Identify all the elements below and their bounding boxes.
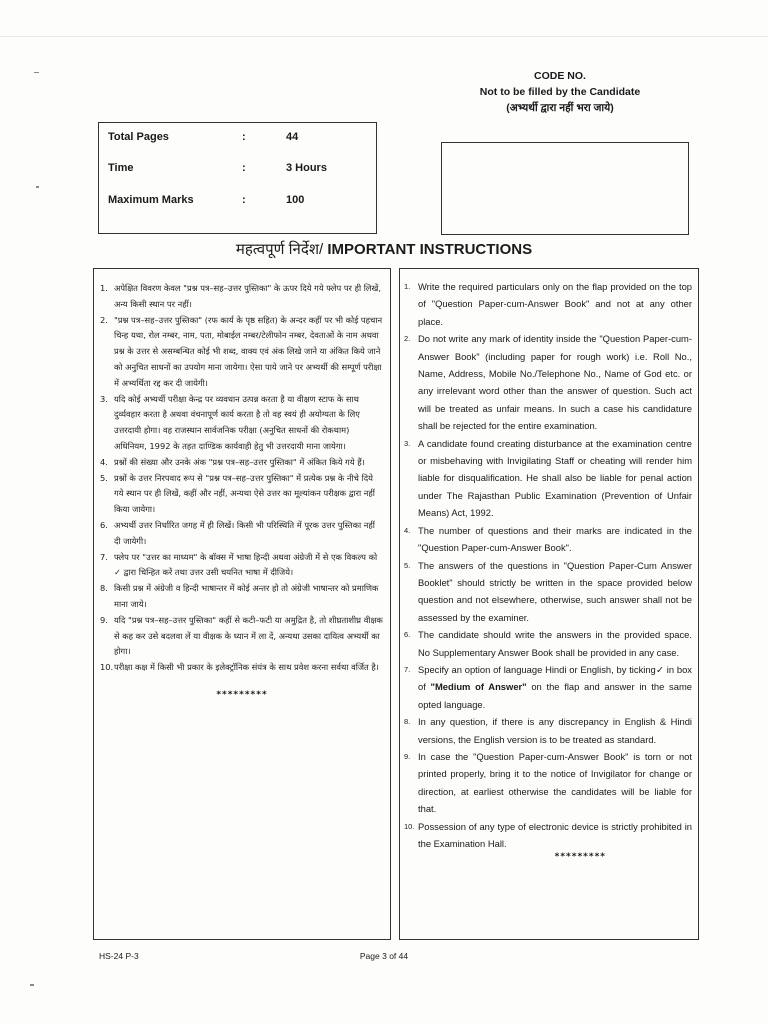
instruction-text: यदि कोई अभ्यर्थी परीक्षा केन्द्र पर व्यवधान उत्पन्न करता है या वीक्षण स्टाफ के साथ दुर्व्यवहार करता है अथवा वंचनापूर्ण कार्य करता है तो वह स्वयं ही अयोग्यता के लिए उत्तरदायी होगा। वह राजस्थान सार्वजनिक परीक्षा (अनुचित साधनों की रोकथाम) अधिनियम, 1992 के तहत दाण्डिक कार्यवाही हेतु भी उत्तरदायी माना जायेगा। — [114, 393, 360, 451]
code-block — [430, 68, 690, 116]
instruction-item — [100, 281, 384, 313]
instruction-emphasis: "Medium of Answer" — [430, 681, 527, 693]
scan-speck — [30, 984, 34, 986]
instruction-text: on the flap and answer in the same opted language. — [418, 681, 692, 710]
instruction-item — [404, 661, 692, 713]
instruction-item — [100, 613, 384, 660]
instruction-item — [404, 522, 692, 557]
instruction-number: 3. — [404, 438, 411, 448]
instruction-text: In case the "Question Paper-cum-Answer Book" is torn or not printed properly, bring it to the notice of Invigilator for change or direction, at earliest otherwise the candidates will be liable for that. — [418, 750, 692, 815]
total-pages-value: 44 — [286, 131, 299, 143]
instruction-text: The number of questions and their marks are indicated in the "Question Paper-cum-Answer Book". — [418, 524, 692, 554]
instruction-item — [100, 471, 384, 518]
instruction-item — [404, 557, 692, 627]
instruction-item — [404, 435, 692, 522]
instruction-number: 9. — [100, 614, 108, 625]
instruction-number: 7. — [100, 551, 108, 562]
instruction-number: 7. — [404, 664, 411, 674]
instruction-item — [404, 818, 692, 853]
time-label: Time — [108, 162, 134, 174]
time-row — [108, 162, 368, 178]
not-filled-english: Not to be filled by the Candidate — [479, 86, 641, 98]
instruction-text: किसी प्रश्न में अंग्रेजी व हिन्दी भाषान्तर में कोई अन्तर हो तो अंग्रेजी भाषान्तर को प्रमाणिक माना जाये। — [114, 583, 379, 609]
instruction-item — [404, 748, 692, 818]
instruction-item — [404, 713, 692, 748]
instruction-text: अभ्यर्थी उत्तर निर्धारित जगह में ही लिखें। किसी भी परिस्थिति में पूरक उत्तर पुस्तिका नहीं दी जायेगी। — [114, 519, 375, 546]
exam-info-box — [98, 122, 377, 234]
scan-edge — [0, 36, 768, 37]
end-stars: ********* — [554, 852, 606, 863]
title-hindi: महत्वपूर्ण निर्देश — [235, 241, 320, 258]
max-marks-value: 100 — [286, 194, 305, 206]
instruction-text: परीक्षा कक्ष में किसी भी प्रकार के इलेक्ट्रॉनिक संयंत्र के साथ प्रवेश करना सर्वथा वर्जित है। — [114, 662, 379, 673]
instruction-item — [100, 392, 384, 455]
instruction-text: फ्लेप पर "उत्तर का माध्यम" के बॉक्स में भाषा हिन्दी अथवा अंग्रेजी में से एक विकल्प को ✓ द्वारा चिन्हित करें तथा उत्तर उसी चयनित भाषा में दीजिये। — [114, 551, 378, 578]
instruction-text: The answers of the questions in "Question Paper-Cum Answer Booklet" should strictly be written in the space provided below question and not elsewhere, otherwise, such answer shall not be assessed by the examiner. — [418, 559, 692, 623]
instruction-number: 8. — [404, 717, 411, 727]
instruction-text: प्रश्नों की संख्या और उनके अंक "प्रश्न पत्र–सह–उत्तर पुस्तिका" में अंकित किये गये हैं। — [114, 456, 365, 467]
instruction-number: 5. — [100, 472, 108, 483]
instruction-number: 8. — [100, 583, 108, 594]
instruction-text: Possession of any type of electronic device is strictly prohibited in the Examination Hall. — [418, 820, 692, 849]
instruction-text: Specify an option of language Hindi or English, by ticking✓ in box of — [418, 663, 692, 693]
instruction-item — [100, 660, 384, 676]
instruction-item — [100, 455, 384, 471]
instruction-text: प्रश्नों के उत्तर निरपवाद रूप से "प्रश्न पत्र–सह–उत्तर पुस्तिका" में प्रत्येक प्रश्न के नीचे दिये गये स्थान पर ही लिखें, कहीं और नहीं, अन्यथा ऐसे उत्तर का मूल्यांकन परीक्षक द्वारा नहीं किया जायेगा। — [114, 472, 375, 515]
total-pages-label: Total Pages — [108, 131, 169, 143]
end-stars: ********* — [216, 689, 268, 700]
total-pages-row — [108, 131, 368, 147]
max-marks-row — [108, 194, 368, 210]
instruction-item — [100, 313, 384, 392]
instruction-number: 4. — [100, 456, 108, 467]
time-value: 3 Hours — [286, 162, 327, 174]
english-instructions-list — [404, 278, 692, 852]
english-instructions-panel — [399, 268, 699, 940]
instruction-text: Write the required particulars only on the flap provided on the top of "Question Paper-cum-Answer Book" and not at any other place. — [418, 281, 692, 327]
instruction-number: 4. — [404, 525, 411, 535]
scan-speck — [36, 186, 39, 188]
instruction-number: 3. — [100, 393, 108, 404]
title-separator: / — [319, 241, 324, 258]
instruction-number: 2. — [404, 334, 411, 344]
code-no-label: CODE NO. — [534, 70, 586, 82]
hindi-instructions-list — [100, 281, 384, 676]
instruction-text: Do not write any mark of identity inside the "Question Paper-cum-Answer Book" (including paper for rough work) i.e. Roll No., Name, Address, Mobile No./Telephone No., Name of God etc. or any irrelevant word other than the answer of question. Such act will be treated as unfair means. In such a case his candidature shall be rejected for the entire examination. — [418, 333, 692, 432]
colon: : — [242, 131, 246, 143]
instruction-text: यदि "प्रश्न पत्र–सह–उत्तर पुस्तिका" कहीं से कटी–फटी या अमुद्रित है, तो शीघ्रताशीघ्र वीक्षक से कह कर उसे बदलवा लें या वीक्षक के ध्यान में ला दें, अन्यथा उसका दायित्व अभ्यर्थी का होगा। — [114, 614, 383, 657]
instruction-item — [100, 581, 384, 613]
scan-speck — [34, 72, 39, 73]
instruction-number: 1. — [404, 282, 411, 291]
instruction-number: 6. — [404, 630, 411, 640]
title-english: IMPORTANT INSTRUCTIONS — [327, 241, 533, 258]
instruction-item — [404, 626, 692, 661]
colon: : — [242, 194, 246, 206]
instruction-text: In any question, if there is any discrepancy in English & Hindi versions, the English version is to be treated as standard. — [418, 716, 692, 745]
max-marks-label: Maximum Marks — [108, 194, 194, 206]
instruction-number: 6. — [100, 519, 108, 530]
code-entry-box[interactable] — [441, 142, 689, 235]
instruction-item — [100, 550, 384, 582]
instruction-item — [100, 518, 384, 550]
hindi-instructions-panel — [93, 268, 391, 940]
colon: : — [242, 162, 246, 174]
instruction-number: 10. — [100, 662, 114, 673]
instruction-number: 1. — [100, 283, 108, 293]
instruction-text: अपेक्षित विवरण केवल "प्रश्न पत्र–सह–उत्तर पुस्तिका" के ऊपर दिये गये फ्लेप पर ही लिखें, अन्य किसी स्थान पर नहीं। — [114, 283, 381, 309]
page-title — [0, 239, 768, 261]
instruction-item — [404, 278, 692, 330]
instruction-text: A candidate found creating disturbance at the examination centre or misbehaving with Invigilating Staff or cheating will render him liable for disqualification. He shall also be liable for penal action under The Rajasthan Public Examination (Prevention of Unfair Means) Act, 1992. — [418, 437, 692, 519]
instruction-number: 5. — [404, 560, 411, 570]
footer-page-number: Page 3 of 44 — [359, 951, 409, 961]
instruction-number: 2. — [100, 314, 108, 325]
instruction-number: 9. — [404, 751, 411, 761]
instruction-text: "प्रश्न पत्र–सह–उत्तर पुस्तिका" (रफ कार्य के पृष्ठ सहित) के अन्दर कहीं पर भी कोई पहचान चिन्ह यथा, रोल नम्बर, नाम, पता, मोबाईल नम्बर/टेलीफोन नम्बर, देवताओं के नाम अथवा प्रश्न के उत्तर से असम्बन्धित कोई भी शब्द, वाक्य एवं अंक लिखे जाने या अंकित किये जाने को अनुचित साधनों का उपयोग माना जायेगा। ऐसा पाये जाने पर अभ्यर्थी की सम्पूर्ण परीक्षा में अभ्यर्थिता रद्द कर दी जायेगी। — [114, 314, 383, 388]
instruction-number: 10. — [404, 821, 415, 831]
not-filled-hindi: (अभ्यर्थी द्वारा नहीं भरा जाये) — [506, 102, 614, 114]
instruction-text: The candidate should write the answers in the provided space. No Supplementary Answer Book shall be provided in any case. — [418, 629, 692, 658]
instruction-item — [404, 330, 692, 434]
footer-code: HS-24 P-3 — [99, 951, 139, 961]
